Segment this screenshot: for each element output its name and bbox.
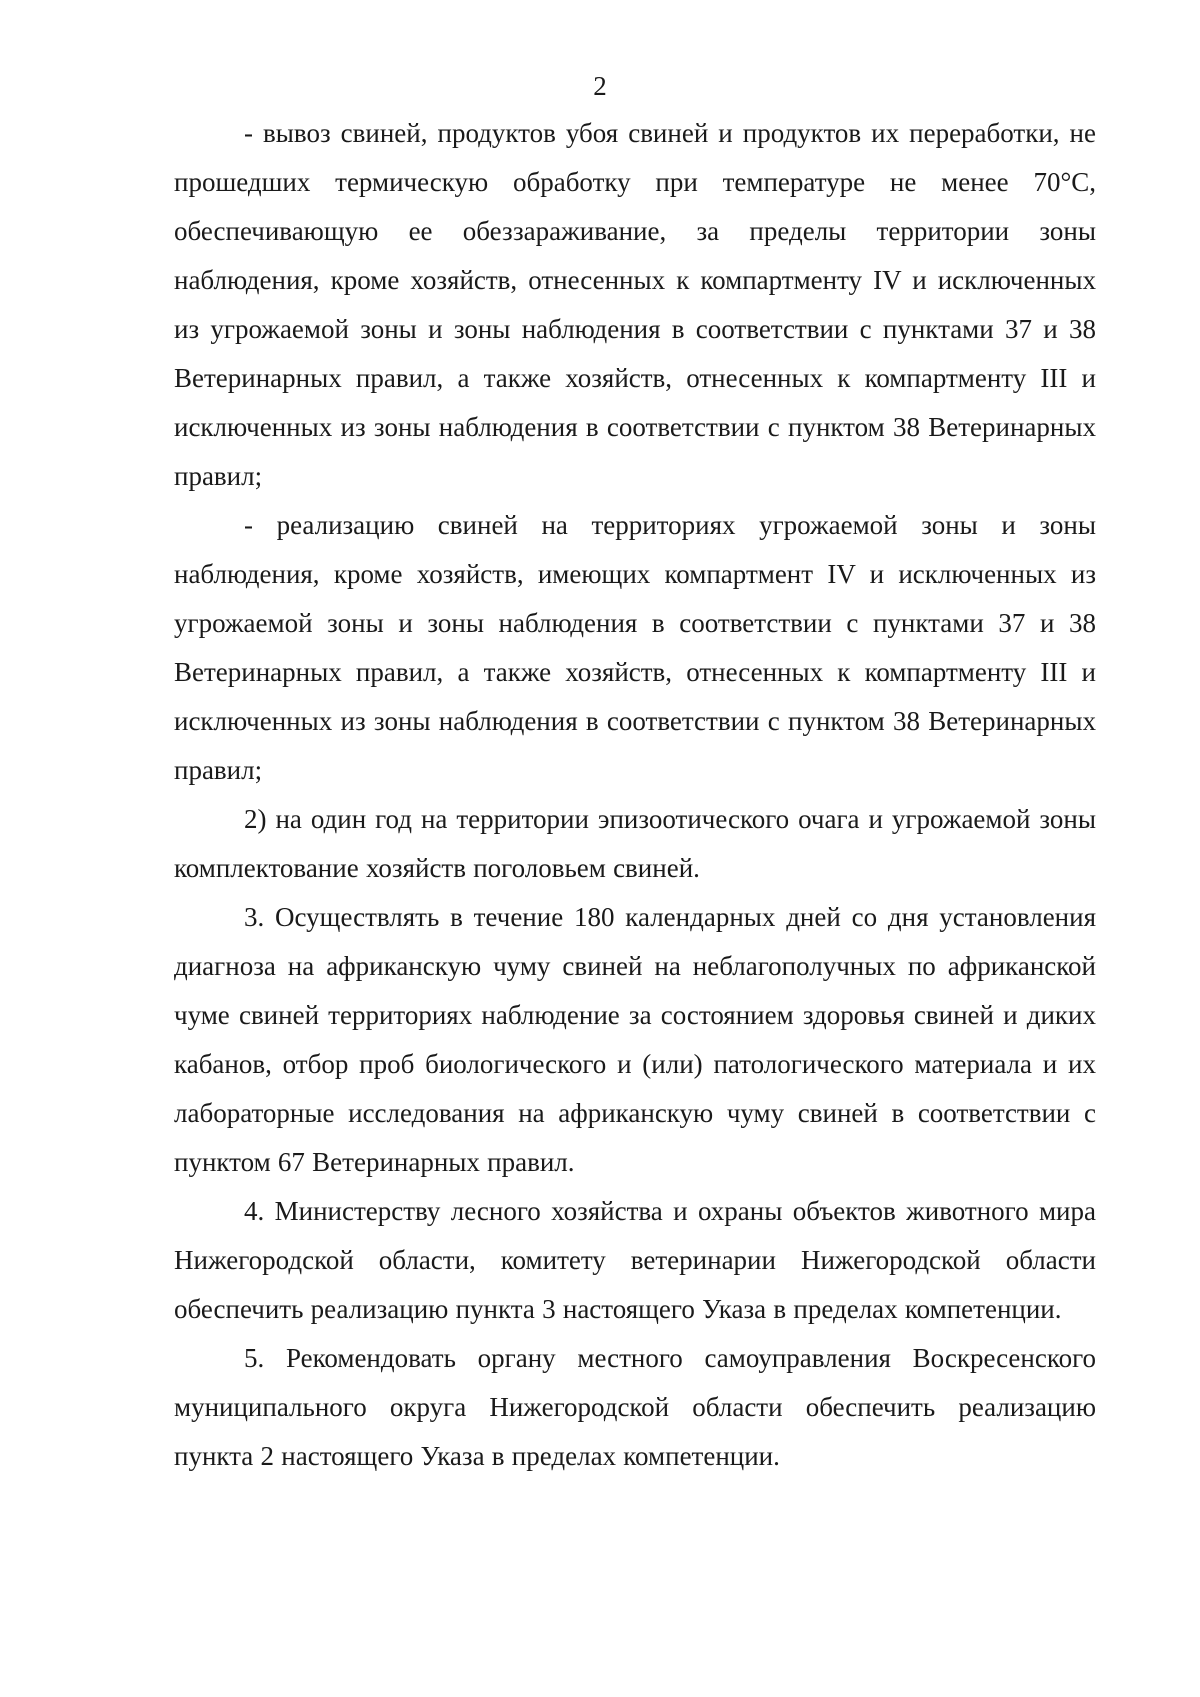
paragraph-sale-ban: - реализацию свиней на территориях угрожаемой зоны и зоны наблюдения, кроме хозяйств, имеющих компартмент IV и исключенных из угрожаемой зоны и зоны наблюдения в соответствии с пунктами 37 и 38 Ветеринарных правил, а также хозяйств, отнесенных к компартменту III и исключенных из зоны наблюдения в соответствии с пунктом 38 Ветеринарных правил;: [174, 510, 1096, 785]
paragraph-restocking-ban: 2) на один год на территории эпизоотического очага и угрожаемой зоны комплектование хозяйств поголовьем свиней.: [174, 804, 1096, 883]
paragraph-item-5: 5. Рекомендовать органу местного самоуправления Воскресенского муниципального округа Нижегородской области обеспечить реализацию пункта 2 настоящего Указа в пределах компетенции.: [174, 1343, 1096, 1471]
paragraph-export-ban: - вывоз свиней, продуктов убоя свиней и продуктов их переработки, не прошедших термическую обработку при температуре не менее 70°С, обеспечивающую ее обеззараживание, за пределы территории зоны наблюдения, кроме хозяйств, отнесенных к компартменту IV и исключенных из угрожаемой зоны и зоны наблюдения в соответствии с пунктами 37 и 38 Ветеринарных правил, а также хозяйств, отнесенных к компартменту III и исключенных из зоны наблюдения в соответствии с пунктом 38 Ветеринарных правил;: [174, 118, 1096, 491]
paragraph-item-4: 4. Министерству лесного хозяйства и охраны объектов животного мира Нижегородской области, комитету ветеринарии Нижегородской области обеспечить реализацию пункта 3 настоящего Указа в пределах компетенции.: [174, 1196, 1096, 1324]
page-number: 2: [593, 71, 607, 101]
paragraph-item-3: 3. Осуществлять в течение 180 календарных дней со дня установления диагноза на африканскую чуму свиней на неблагополучных по африканской чуме свиней территориях наблюдение за состоянием здоровья свиней и диких кабанов, отбор проб биологического и (или) патологического материала и их лабораторные исследования на африканскую чуму свиней в соответствии с пунктом 67 Ветеринарных правил.: [174, 902, 1096, 1177]
document-body: [174, 109, 1096, 1481]
